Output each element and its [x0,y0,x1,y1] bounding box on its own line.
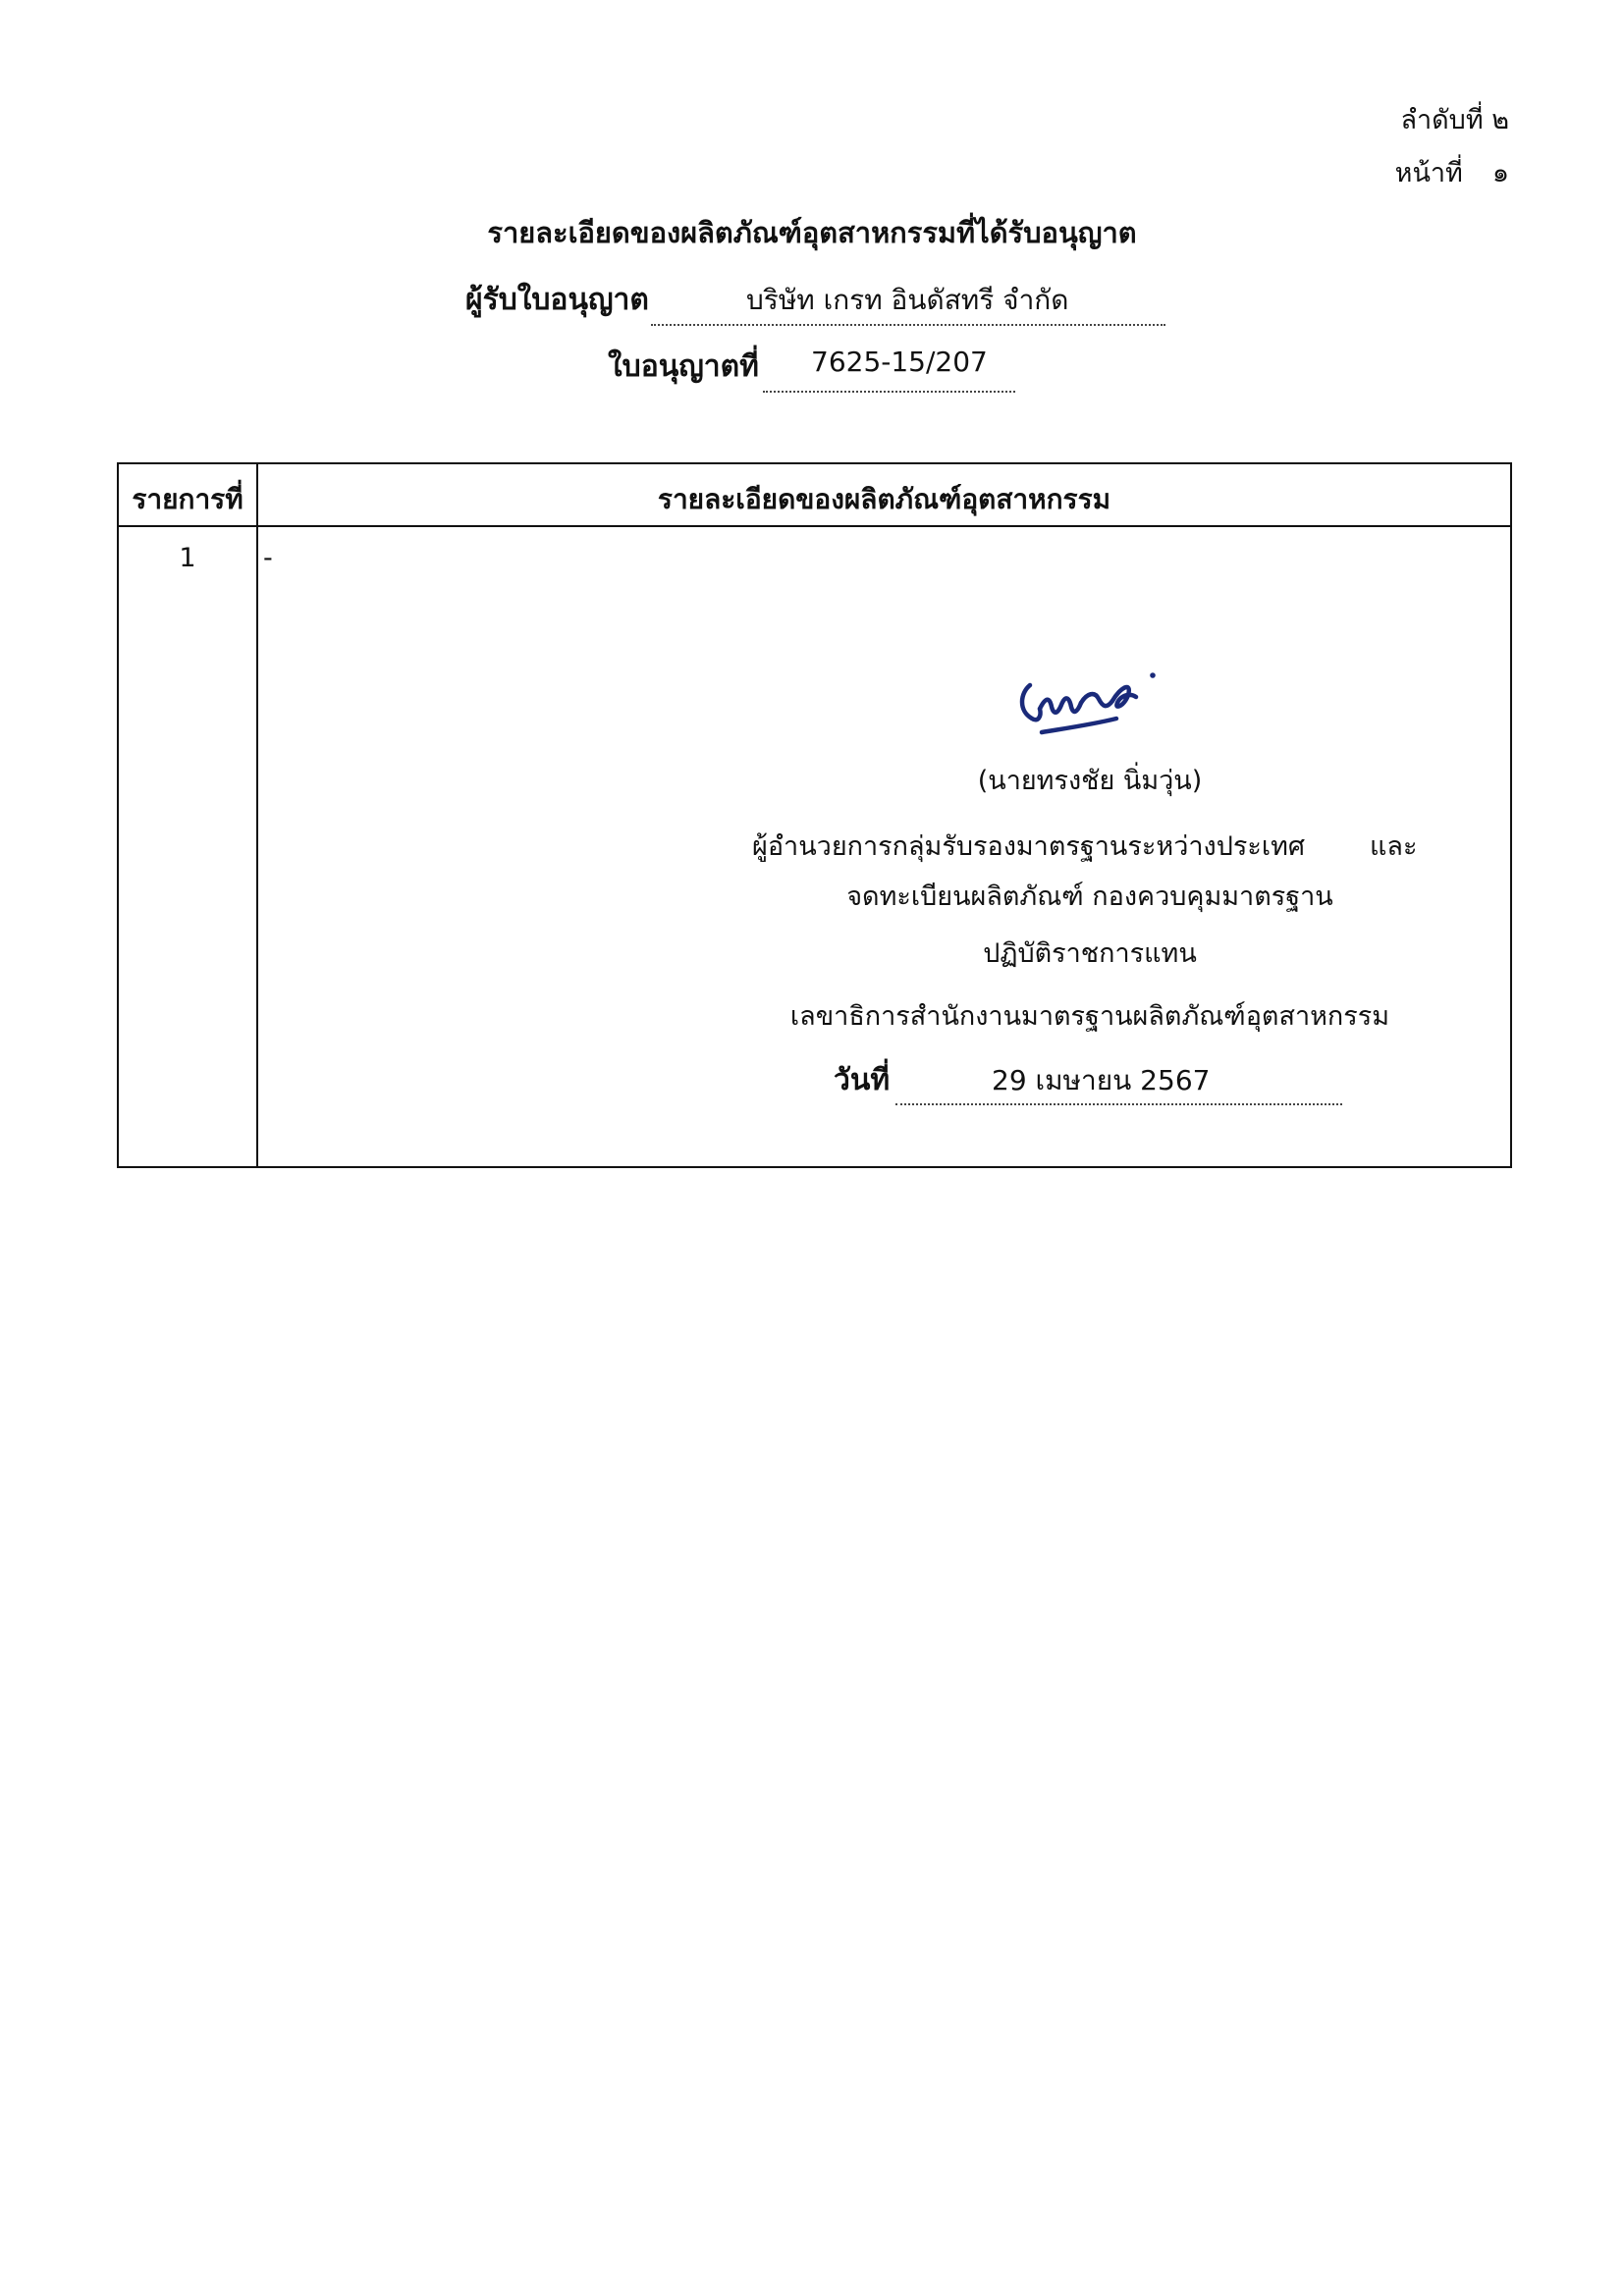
signature-stroke-2 [1040,698,1081,712]
signer-position-line-1: ผู้อำนวยการกลุ่มรับรองมาตรฐานระหว่างประเทศ [752,831,1306,862]
acting-on-behalf: ปฏิบัติราชการแทน [983,938,1197,969]
page-number: ๑ [1491,158,1509,188]
signer-position-line-2: จดทะเบียนผลิตภัณฑ์ กองควบคุมมาตรฐาน [846,881,1333,912]
table-header-detail: รายละเอียดของผลิตภัณฑ์อุตสาหกรรม [657,483,1111,515]
signature-stroke-4 [1112,687,1136,707]
order-number: ลำดับที่ ๒ [1400,105,1509,135]
table-row-number: 1 [179,543,196,573]
licensee-label: ผู้รับใบอนุญาต [465,283,649,317]
handwritten-signature [1016,667,1164,756]
table-header-item: รายการที่ [132,483,244,515]
date-label: วันที่ [834,1063,891,1097]
signer-name: (นายทรงชัย นิ่มวุ่น) [977,766,1203,796]
table-row-detail: - [263,543,273,573]
date-value: 29 เมษายน 2567 [992,1064,1211,1096]
signature-dot [1150,672,1156,678]
signature-stroke-3 [1081,694,1112,706]
licensee-dotted-line [651,324,1165,326]
date-dotted-line [895,1103,1342,1105]
document-title: รายละเอียดของผลิตภัณฑ์อุตสาหกรรมที่ได้รับอนุญาต [487,216,1137,249]
secretary-general-title: เลขาธิการสำนักงานมาตรฐานผลิตภัณฑ์อุตสาหกรรม [789,1001,1390,1032]
license-number-value: 7625-15/207 [811,346,988,378]
page-label: หน้าที่ [1394,158,1463,188]
page-number-line [1395,151,1509,193]
license-number-dotted-line [763,391,1015,393]
signature-underline [1042,719,1116,732]
licensee-value: บริษัท เกรท อินดัสทรี จำกัด [746,284,1069,316]
product-details-table [117,462,1512,1168]
license-number-label: ใบอนุญาตที่ [608,349,759,384]
signature-stroke-1 [1022,685,1041,720]
table-header-divider [117,525,1512,527]
table-column-divider [256,462,258,1168]
signer-position-and: และ [1370,831,1418,862]
